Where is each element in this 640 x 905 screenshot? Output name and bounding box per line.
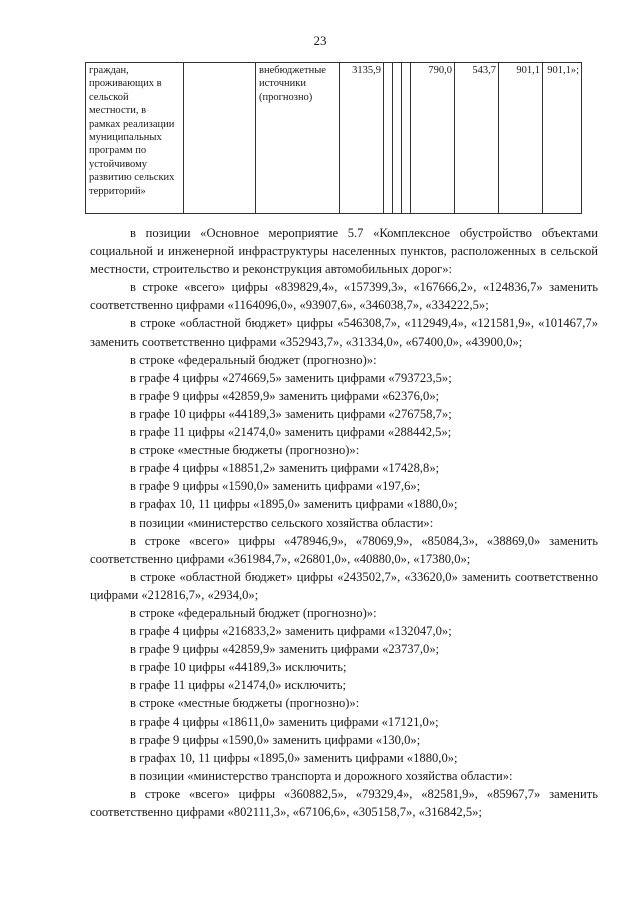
budget-table-fragment <box>85 62 582 214</box>
paragraph: в графе 9 цифры «1590,0» заменить цифрами «197,6»; <box>130 479 421 494</box>
paragraph: в строке «местные бюджеты (прогнозно)»: <box>130 443 360 458</box>
paragraph: в строке «федеральный бюджет (прогнозно)»: <box>130 352 377 367</box>
table-cell-executor <box>184 63 256 214</box>
table-cell-value: 901,1»; <box>543 63 582 214</box>
paragraph: в позиции «Основное мероприятие 5.7 «Комплексное обустройство объектами социальной и инженерной инфраструктуры населенных пунктов, расположенных в сельской местности, строительство и реконструкция автомобильных дорог»: <box>90 226 598 277</box>
paragraph: в графе 4 цифры «18851,2» заменить цифрами «17428,8»; <box>130 461 440 476</box>
paragraph: в строке «всего» цифры «478946,9», «78069,9», «85084,3», «38869,0» заменить соответственно цифрами «361984,7», «26801,0», «40880,0», «17380,0»; <box>90 533 598 566</box>
paragraph: в позиции «министерство сельского хозяйства области»: <box>130 515 434 530</box>
table-cell-funding-source: внебюджетные источники (прогнозно) <box>256 63 340 214</box>
paragraph: в графах 10, 11 цифры «1895,0» заменить цифрами «1880,0»; <box>130 750 458 765</box>
table-cell-value: 790,0 <box>411 63 455 214</box>
table-cell-measure: граждан, проживающих в сельской местности, в рамках реализации муниципальных программ по устойчивому развитию сельских территорий» <box>86 63 184 214</box>
paragraph: в графе 9 цифры «42859,9» заменить цифрами «23737,0»; <box>130 642 440 657</box>
table-cell-value: 901,1 <box>499 63 543 214</box>
table-cell-value <box>402 63 411 214</box>
paragraph: в строке «областной бюджет» цифры «243502,7», «33620,0» заменить соответственно цифрами «212816,7», «2934,0»; <box>90 569 598 602</box>
paragraph: в графе 4 цифры «18611,0» заменить цифрами «17121,0»; <box>130 714 439 729</box>
paragraph: в графе 10 цифры «44189,3» исключить; <box>130 660 347 675</box>
paragraph: в графе 9 цифры «1590,0» заменить цифрами «130,0»; <box>130 732 421 747</box>
table-row <box>86 63 582 214</box>
paragraph: в строке «всего» цифры «839829,4», «157399,3», «167666,2», «124836,7» заменить соответственно цифрами «1164096,0», «93907,6», «346038,7», «334222,5»; <box>90 280 598 313</box>
paragraph: в строке «областной бюджет» цифры «546308,7», «112949,4», «121581,9», «101467,7» заменить соответственно цифрами «352943,7», «31334,0», «67400,0», «43900,0»; <box>90 316 598 349</box>
table-cell-value <box>393 63 402 214</box>
paragraph: в позиции «министерство транспорта и дорожного хозяйства области»: <box>130 768 513 783</box>
table-cell-value <box>384 63 393 214</box>
table-cell-value: 3135,9 <box>340 63 384 214</box>
paragraph: в строке «федеральный бюджет (прогнозно)»: <box>130 605 377 620</box>
paragraph: в графе 10 цифры «44189,3» заменить цифрами «276758,7»; <box>130 406 452 421</box>
paragraph: в графе 4 цифры «216833,2» заменить цифрами «132047,0»; <box>130 624 452 639</box>
paragraph: в графе 11 цифры «21474,0» исключить; <box>130 678 347 693</box>
paragraph: в графе 9 цифры «42859,9» заменить цифрами «62376,0»; <box>130 388 440 403</box>
paragraph: в графе 11 цифры «21474,0» заменить цифрами «288442,5»; <box>130 425 452 440</box>
paragraph: в строке «всего» цифры «360882,5», «79329,4», «82581,9», «85967,7» заменить соответственно цифрами «802111,3», «67106,6», «305158,7», «316842,5»; <box>90 786 598 819</box>
paragraph: в графе 4 цифры «274669,5» заменить цифрами «793723,5»; <box>130 370 452 385</box>
document-body <box>90 224 598 821</box>
table-cell-value: 543,7 <box>455 63 499 214</box>
paragraph: в строке «местные бюджеты (прогнозно)»: <box>130 696 360 711</box>
page-number: 23 <box>313 33 327 48</box>
paragraph: в графах 10, 11 цифры «1895,0» заменить цифрами «1880,0»; <box>130 497 458 512</box>
